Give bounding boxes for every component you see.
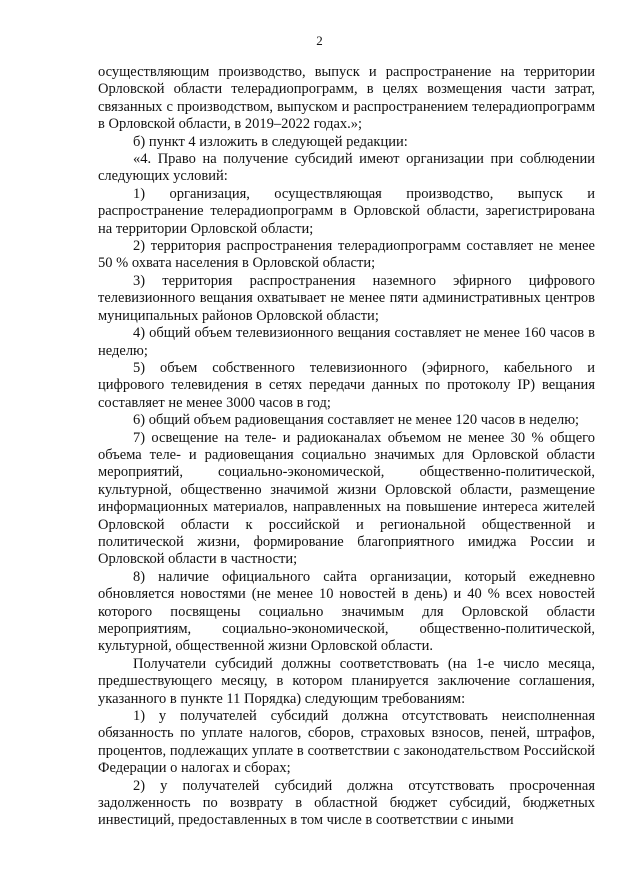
document-body	[98, 64, 595, 830]
list-item-condition-4: 4) общий объем телевизионного вещания составляет не менее 160 часов в неделю;	[98, 325, 595, 359]
list-item-condition-8: 8) наличие официального сайта организации, который ежедневно обновляется новостями (не менее 10 новостей в день) и 40 % всех новостей которого посвящены социально значимым для Орловской области мероприятиям, социально-экономической, общественно-политической, культурной, общественной жизни Орловской области.	[98, 568, 595, 655]
list-item-condition-7: 7) освещение на теле- и радиоканалах объемом не менее 30 % общего объема теле- и радиовещания социально значимых для Орловской области мероприятий, социально-экономической, общественно-политической, культурной, общественно значимой жизни Орловской области, размещение информационных материалов, направленных на повышение интереса жителей Орловской области к российской и региональной общественной и политической жизни, формирование благоприятного имиджа России и Орловской области в частности;	[98, 429, 595, 568]
paragraph-continuation: осуществляющим производство, выпуск и распространение на территории Орловской области телерадиопрограмм, в целях возмещения части затрат, связанных с производством, выпуском и распространением телерадиопрограмм в Орловской области, в 2019–2022 годах.»;	[98, 64, 595, 133]
paragraph-requirements-intro: Получатели субсидий должны соответствовать (на 1-е число месяца, предшествующего месяцу, в котором планируется заключение соглашения, указанного в пункте 11 Порядка) следующим требованиям:	[98, 655, 595, 707]
page-number: 2	[316, 33, 323, 48]
list-item-condition-3: 3) территория распространения наземного эфирного цифрового телевизионного вещания охватывает не менее пяти административных центров муниципальных районов Орловской области;	[98, 272, 595, 324]
list-item-requirement-1: 1) у получателей субсидий должна отсутствовать неисполненная обязанность по уплате налогов, сборов, страховых взносов, пеней, штрафов, процентов, подлежащих уплате в соответствии с законодательством Российской Федерации о налогах и сборах;	[98, 708, 595, 777]
list-item-requirement-2: 2) у получателей субсидий должна отсутствовать просроченная задолженность по возврату в областной бюджет субсидий, бюджетных инвестиций, предоставленных в том числе в соответствии с иными	[98, 777, 595, 829]
list-item-condition-5: 5) объем собственного телевизионного (эфирного, кабельного и цифрового телевидения в сетях передачи данных по протоколу IP) вещания составляет не менее 3000 часов в год;	[98, 359, 595, 411]
paragraph-clause-4: «4. Право на получение субсидий имеют организации при соблюдении следующих условий:	[98, 151, 595, 185]
list-item-condition-6: 6) общий объем радиовещания составляет не менее 120 часов в неделю;	[133, 412, 580, 429]
paragraph-amendment-b: б) пункт 4 изложить в следующей редакции:	[133, 133, 408, 150]
list-item-condition-1: 1) организация, осуществляющая производство, выпуск и распространение телерадиопрограмм в Орловской области, зарегистрирована на территории Орловской области;	[98, 185, 595, 237]
list-item-condition-2: 2) территория распространения телерадиопрограмм составляет не менее 50 % охвата населения в Орловской области;	[98, 238, 595, 272]
